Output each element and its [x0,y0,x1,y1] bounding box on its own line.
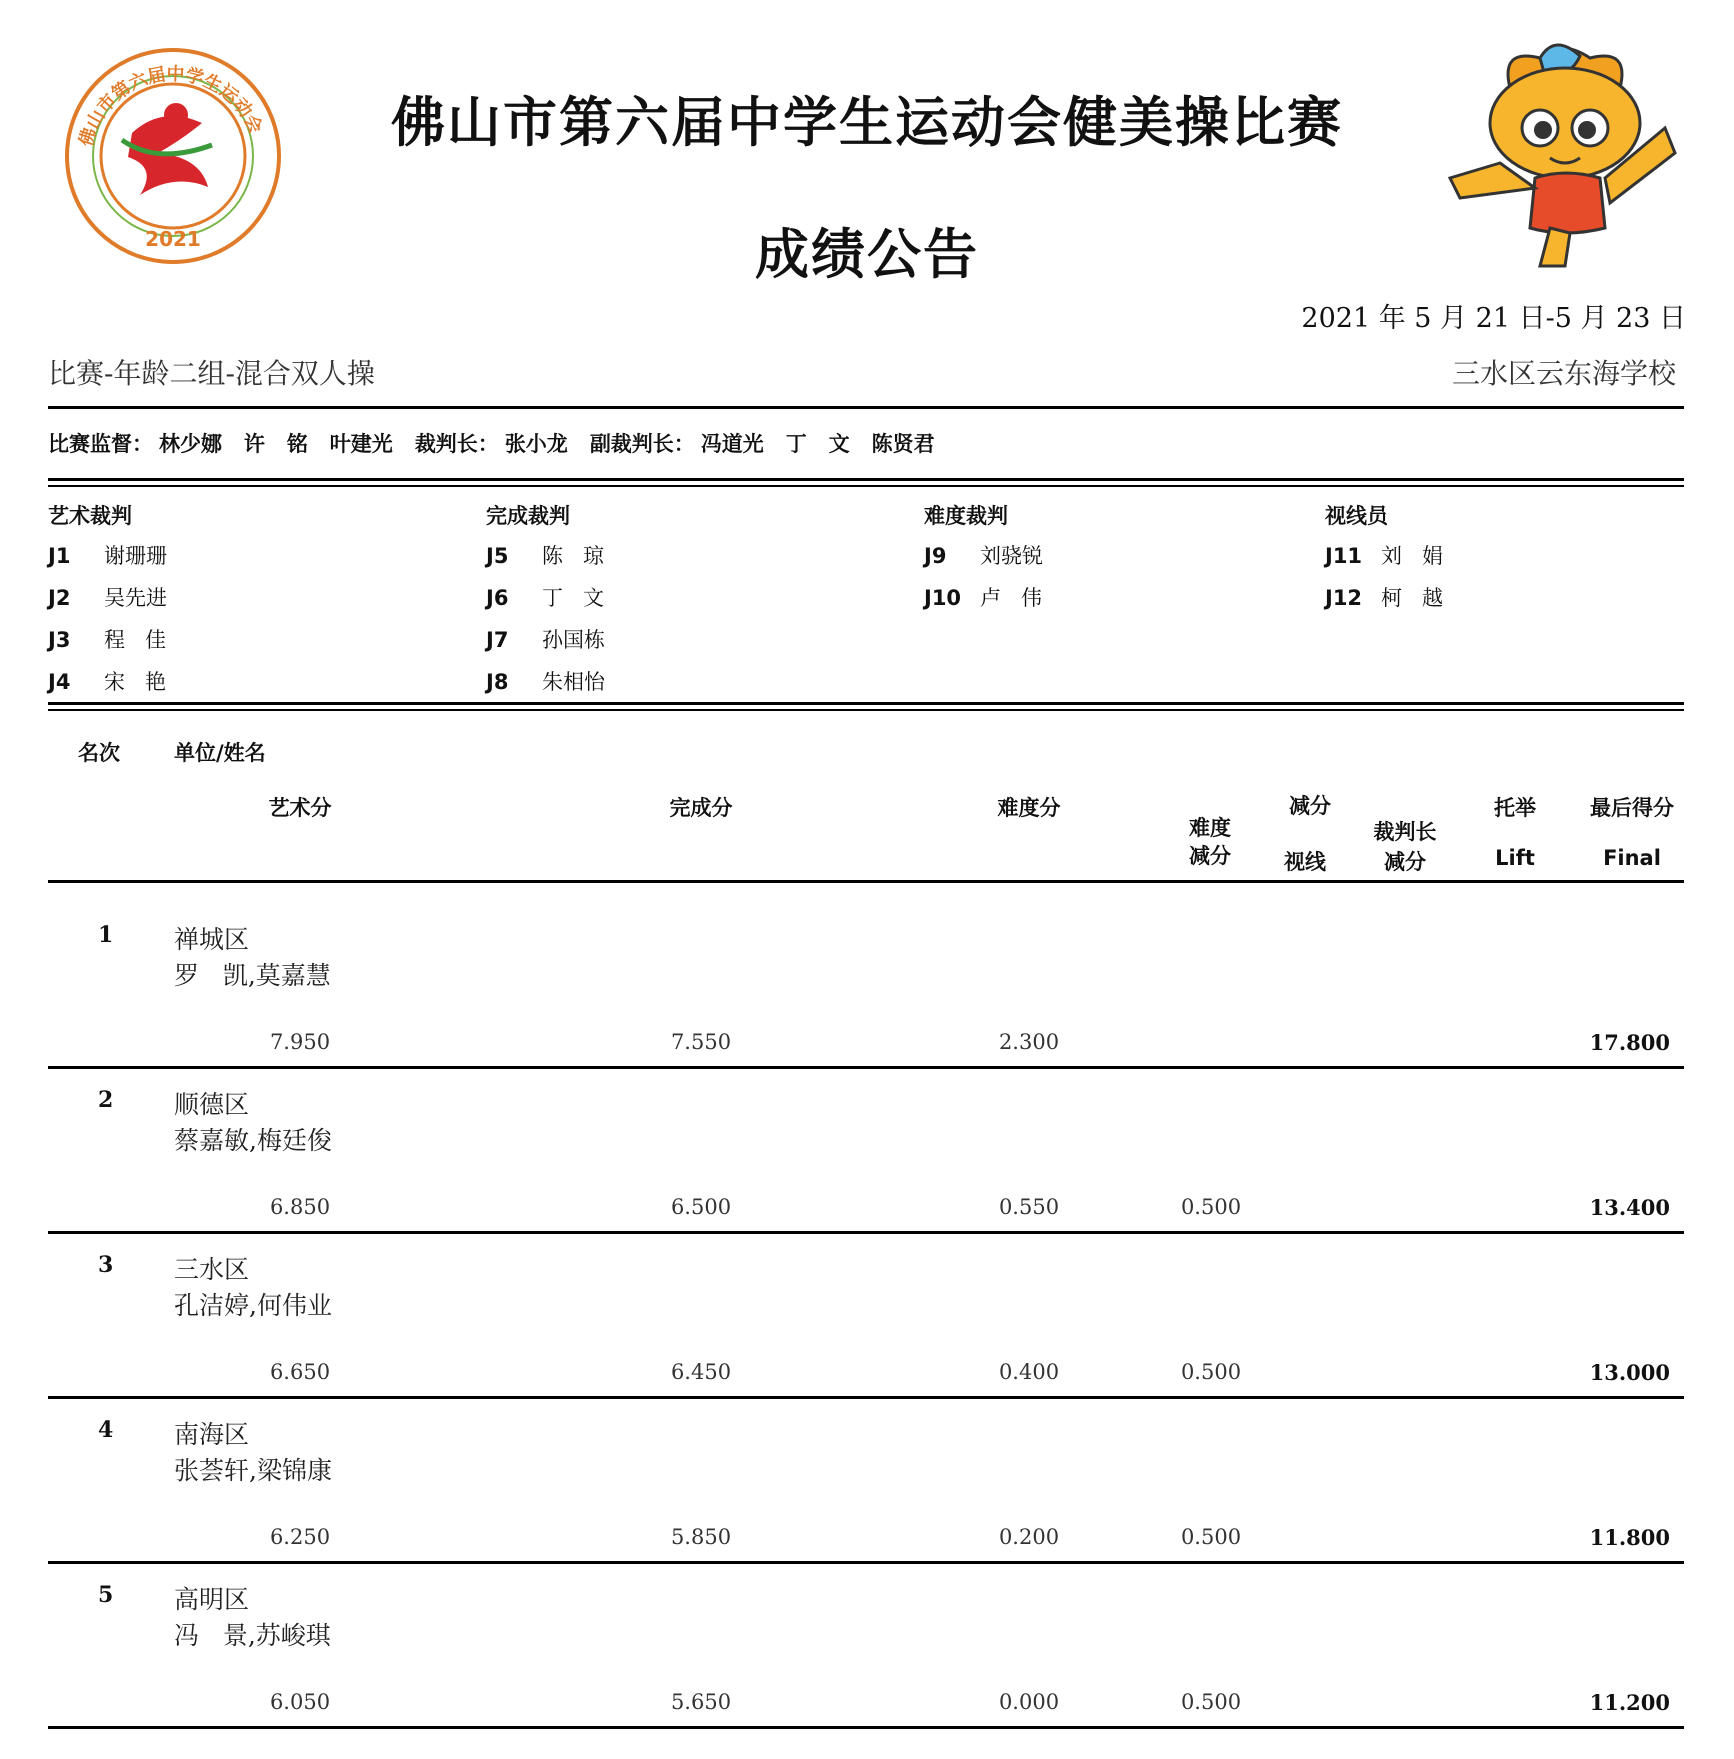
judge-row: J8 朱相怡 [486,670,605,694]
col-line-header: 视线 [1284,849,1326,874]
final-score: 13.000 [1589,1360,1670,1385]
panel-title: 艺术裁判 [48,503,132,528]
final-score: 11.200 [1589,1690,1670,1715]
final-score: 17.800 [1589,1030,1670,1055]
row-names: 蔡嘉敏,梅廷俊 [174,1126,332,1155]
difficulty-deduction: 0.500 [1180,1525,1242,1549]
logo-ring-text: 佛山市第六届中学生运动会 [75,63,266,149]
row-rank: 1 [98,922,114,948]
execution-score: 5.650 [670,1690,732,1714]
execution-score: 7.550 [670,1030,732,1054]
col-diff-ded-header-2: 减分 [1189,843,1231,868]
row-divider [48,1066,1684,1069]
difficulty-deduction: 0.500 [1180,1195,1242,1219]
row-unit: 南海区 [174,1420,250,1449]
col-deductions-header: 减分 [1289,793,1331,818]
artistic-score: 7.950 [269,1030,331,1054]
panel-artistic [48,500,167,696]
divider [48,478,1684,481]
row-divider [48,1726,1684,1729]
col-chief-ded-header-2: 减分 [1384,849,1426,874]
row-unit: 三水区 [174,1255,250,1284]
row-names: 罗 凯,莫嘉慧 [174,961,331,990]
divider [48,702,1684,705]
panel-execution [486,500,605,696]
page-subtitle: 成绩公告 [755,222,979,286]
difficulty-score: 2.300 [998,1030,1060,1054]
supervisor-label: 比赛监督： [48,431,153,456]
artistic-score: 6.850 [269,1195,331,1219]
supervisor-names: 林少娜 许 铭 叶建光 [159,431,393,456]
judge-row: J1 谢珊珊 [48,544,167,568]
judge-row: J9 刘骁锐 [924,544,1043,568]
row-rank: 3 [98,1252,114,1278]
chief-judge-label: 裁判长： [414,431,499,456]
final-score: 13.400 [1589,1195,1670,1220]
difficulty-score: 0.400 [998,1360,1060,1384]
row-rank: 4 [98,1417,114,1443]
execution-score: 6.500 [670,1195,732,1219]
panel-title: 视线员 [1325,503,1388,528]
difficulty-score: 0.200 [998,1525,1060,1549]
col-artistic-header: 艺术分 [268,795,332,820]
artistic-score: 6.250 [269,1525,331,1549]
difficulty-deduction: 0.500 [1180,1690,1242,1714]
divider [48,485,1684,487]
page-title: 佛山市第六届中学生运动会健美操比赛 [391,90,1343,154]
deputy-judge-names: 冯道光 丁 文 陈贤君 [700,431,935,456]
row-divider [48,1561,1684,1564]
difficulty-deduction: 0.500 [1180,1360,1242,1384]
divider [48,709,1684,711]
panel-title: 完成裁判 [486,503,570,528]
col-lift-header-en: Lift [1495,846,1535,870]
judge-row: J2 吴先进 [48,586,167,610]
col-rank-header: 名次 [78,740,120,765]
col-lift-header-cn: 托举 [1494,795,1536,820]
col-difficulty-header: 难度分 [997,795,1061,820]
row-divider [48,1396,1684,1399]
row-unit: 顺德区 [174,1090,250,1119]
event-venue: 三水区云东海学校 [1451,357,1676,390]
chief-judge-name: 张小龙 [504,431,568,456]
event-name: 比赛-年龄二组-混合双人操 [48,357,375,390]
difficulty-score: 0.000 [998,1690,1060,1714]
row-divider [48,1231,1684,1234]
row-unit: 禅城区 [174,925,250,954]
panel-difficulty [924,500,1043,612]
artistic-score: 6.650 [269,1360,331,1384]
difficulty-score: 0.550 [998,1195,1060,1219]
judge-row: J6 丁 文 [486,586,605,610]
row-rank: 2 [98,1087,114,1113]
panel-line-judges [1325,500,1443,612]
officials-line [48,428,941,458]
row-names: 张荟轩,梁锦康 [174,1456,332,1485]
panel-title: 难度裁判 [924,503,1008,528]
judge-row: J4 宋 艳 [48,670,167,694]
table-header-rule [48,880,1684,883]
execution-score: 5.850 [670,1525,732,1549]
judge-row: J12 柯 越 [1325,586,1444,610]
judge-row: J11 刘 娟 [1325,544,1444,568]
row-names: 冯 景,苏峻琪 [174,1621,331,1650]
col-final-header-cn: 最后得分 [1590,795,1674,820]
row-names: 孔洁婷,何伟业 [174,1291,332,1320]
row-rank: 5 [98,1582,114,1608]
col-execution-header: 完成分 [669,795,733,820]
col-unit-header: 单位/姓名 [174,740,266,765]
col-diff-ded-header-1: 难度 [1189,815,1231,840]
col-chief-ded-header-1: 裁判长 [1373,819,1437,844]
execution-score: 6.450 [670,1360,732,1384]
divider [48,406,1684,409]
final-score: 11.800 [1589,1525,1670,1550]
judge-row: J5 陈 琼 [486,544,605,568]
deputy-judge-label: 副裁判长： [589,431,695,456]
judge-row: J7 孙国栋 [486,628,605,652]
col-final-header-en: Final [1603,846,1661,870]
event-date: 2021 年 5 月 21 日-5 月 23 日 [1301,303,1686,334]
row-unit: 高明区 [174,1585,250,1614]
judge-row: J10 卢 伟 [924,586,1043,610]
artistic-score: 6.050 [269,1690,331,1714]
logo-year: 2021 [145,227,201,251]
judge-row: J3 程 佳 [48,628,167,652]
